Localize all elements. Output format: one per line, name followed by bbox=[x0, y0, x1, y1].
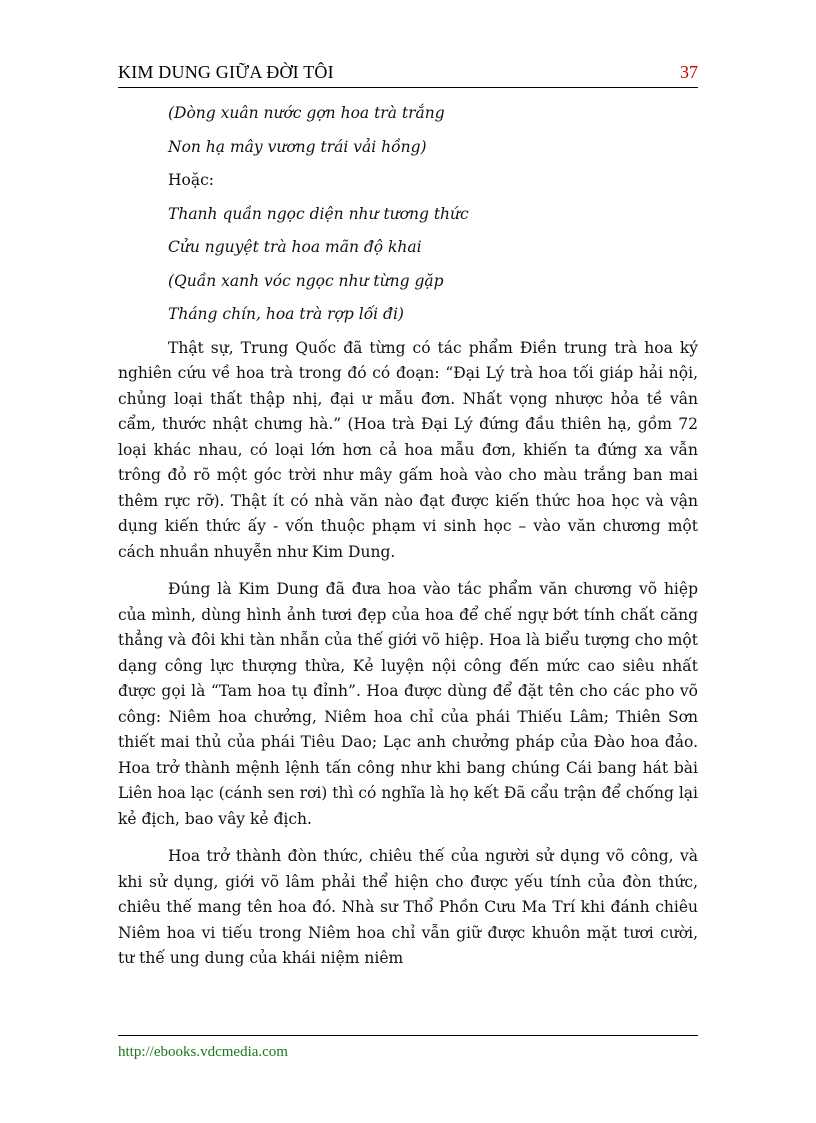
verse-line: Thanh quần ngọc diện như tương thức bbox=[168, 204, 469, 223]
verse-connector: Hoặc: bbox=[168, 171, 214, 189]
footer-website-link[interactable]: http://ebooks.vdcmedia.com bbox=[118, 1044, 288, 1060]
verse-line: (Dòng xuân nước gợn hoa trà trắng bbox=[168, 104, 445, 122]
book-title: KIM DUNG GIỮA ĐỜI TÔI bbox=[118, 62, 334, 82]
body-paragraph: Thật sự, Trung Quốc đã từng có tác phẩm Điền trung trà hoa ký nghiên cứu về hoa trà trong đó có đoạn: “Đại Lý trà hoa tối giáp hải nội, chủng loại thất thập nhị, đại ư mẫu đơn. Nhất vọng nhược hỏa tề vân cẩm, thước nhật chưng hà.” (Hoa trà Đại Lý đứng đầu thiên hạ, gồm 72 loại khác nhau, có loại lớn hơn cả hoa mẫu đơn, khiến ta đứng xa vẫn trông đỏ rõ một góc trời như mây gấm hoà vào cho màu trắng ban mai thêm rực rỡ). Thật ít có nhà văn nào đạt được kiến thức hoa học và vận dụng kiến thức ấy - vốn thuộc phạm vi sinh học – vào văn chương một cách nhuần nhuyễn như Kim Dung. bbox=[118, 338, 698, 561]
verse-line: Non hạ mây vương trái vải hồng) bbox=[168, 137, 427, 156]
footer-divider bbox=[118, 1035, 698, 1036]
verse-line: Tháng chín, hoa trà rợp lối đi) bbox=[168, 305, 404, 323]
page-number: 37 bbox=[680, 62, 698, 82]
verse-line: (Quần xanh vóc ngọc như từng gặp bbox=[168, 271, 444, 290]
body-paragraph: Đúng là Kim Dung đã đưa hoa vào tác phẩm văn chương võ hiệp của mình, dùng hình ảnh tươi đẹp của hoa để chế ngự bớt tính chất căng thẳng và đôi khi tàn nhẫn của thế giới võ hiệp. Hoa là biểu tượng cho một dạng công lực thượng thừa, Kẻ luyện nội công đến mức cao siêu nhất được gọi là “Tam hoa tụ đỉnh”. Hoa được dùng để đặt tên cho các pho võ công: Niêm hoa chưởng, Niêm hoa chỉ của phái Thiếu Lâm; Thiên Sơn thiết mai thủ của phái Tiêu Dao; Lạc anh chưởng pháp của Đào hoa đảo. Hoa trở thành mệnh lệnh tấn công như khi bang chúng Cái bang hát bài Liên hoa lạc (cánh sen rơi) thì có nghĩa là họ kết Đã cẩu trận để chống lại kẻ địch, bao vây kẻ địch. bbox=[118, 580, 698, 828]
page-body bbox=[118, 101, 698, 972]
running-header bbox=[118, 62, 698, 88]
body-paragraph: Hoa trở thành đòn thức, chiêu thế của người sử dụng võ công, và khi sử dụng, giới võ lâm phải thể hiện cho được yếu tính của đòn thức, chiêu thế mang tên hoa đó. Nhà sư Thổ Phồn Cưu Ma Trí khi đánh chiêu Niêm hoa vi tiếu trong Niêm hoa chỉ vẫn giữ được khuôn mặt tươi cười, tư thế ung dung của khái niệm niêm bbox=[118, 847, 698, 967]
verse-line: Cửu nguyệt trà hoa mãn độ khai bbox=[168, 238, 422, 256]
header-divider bbox=[118, 87, 698, 88]
